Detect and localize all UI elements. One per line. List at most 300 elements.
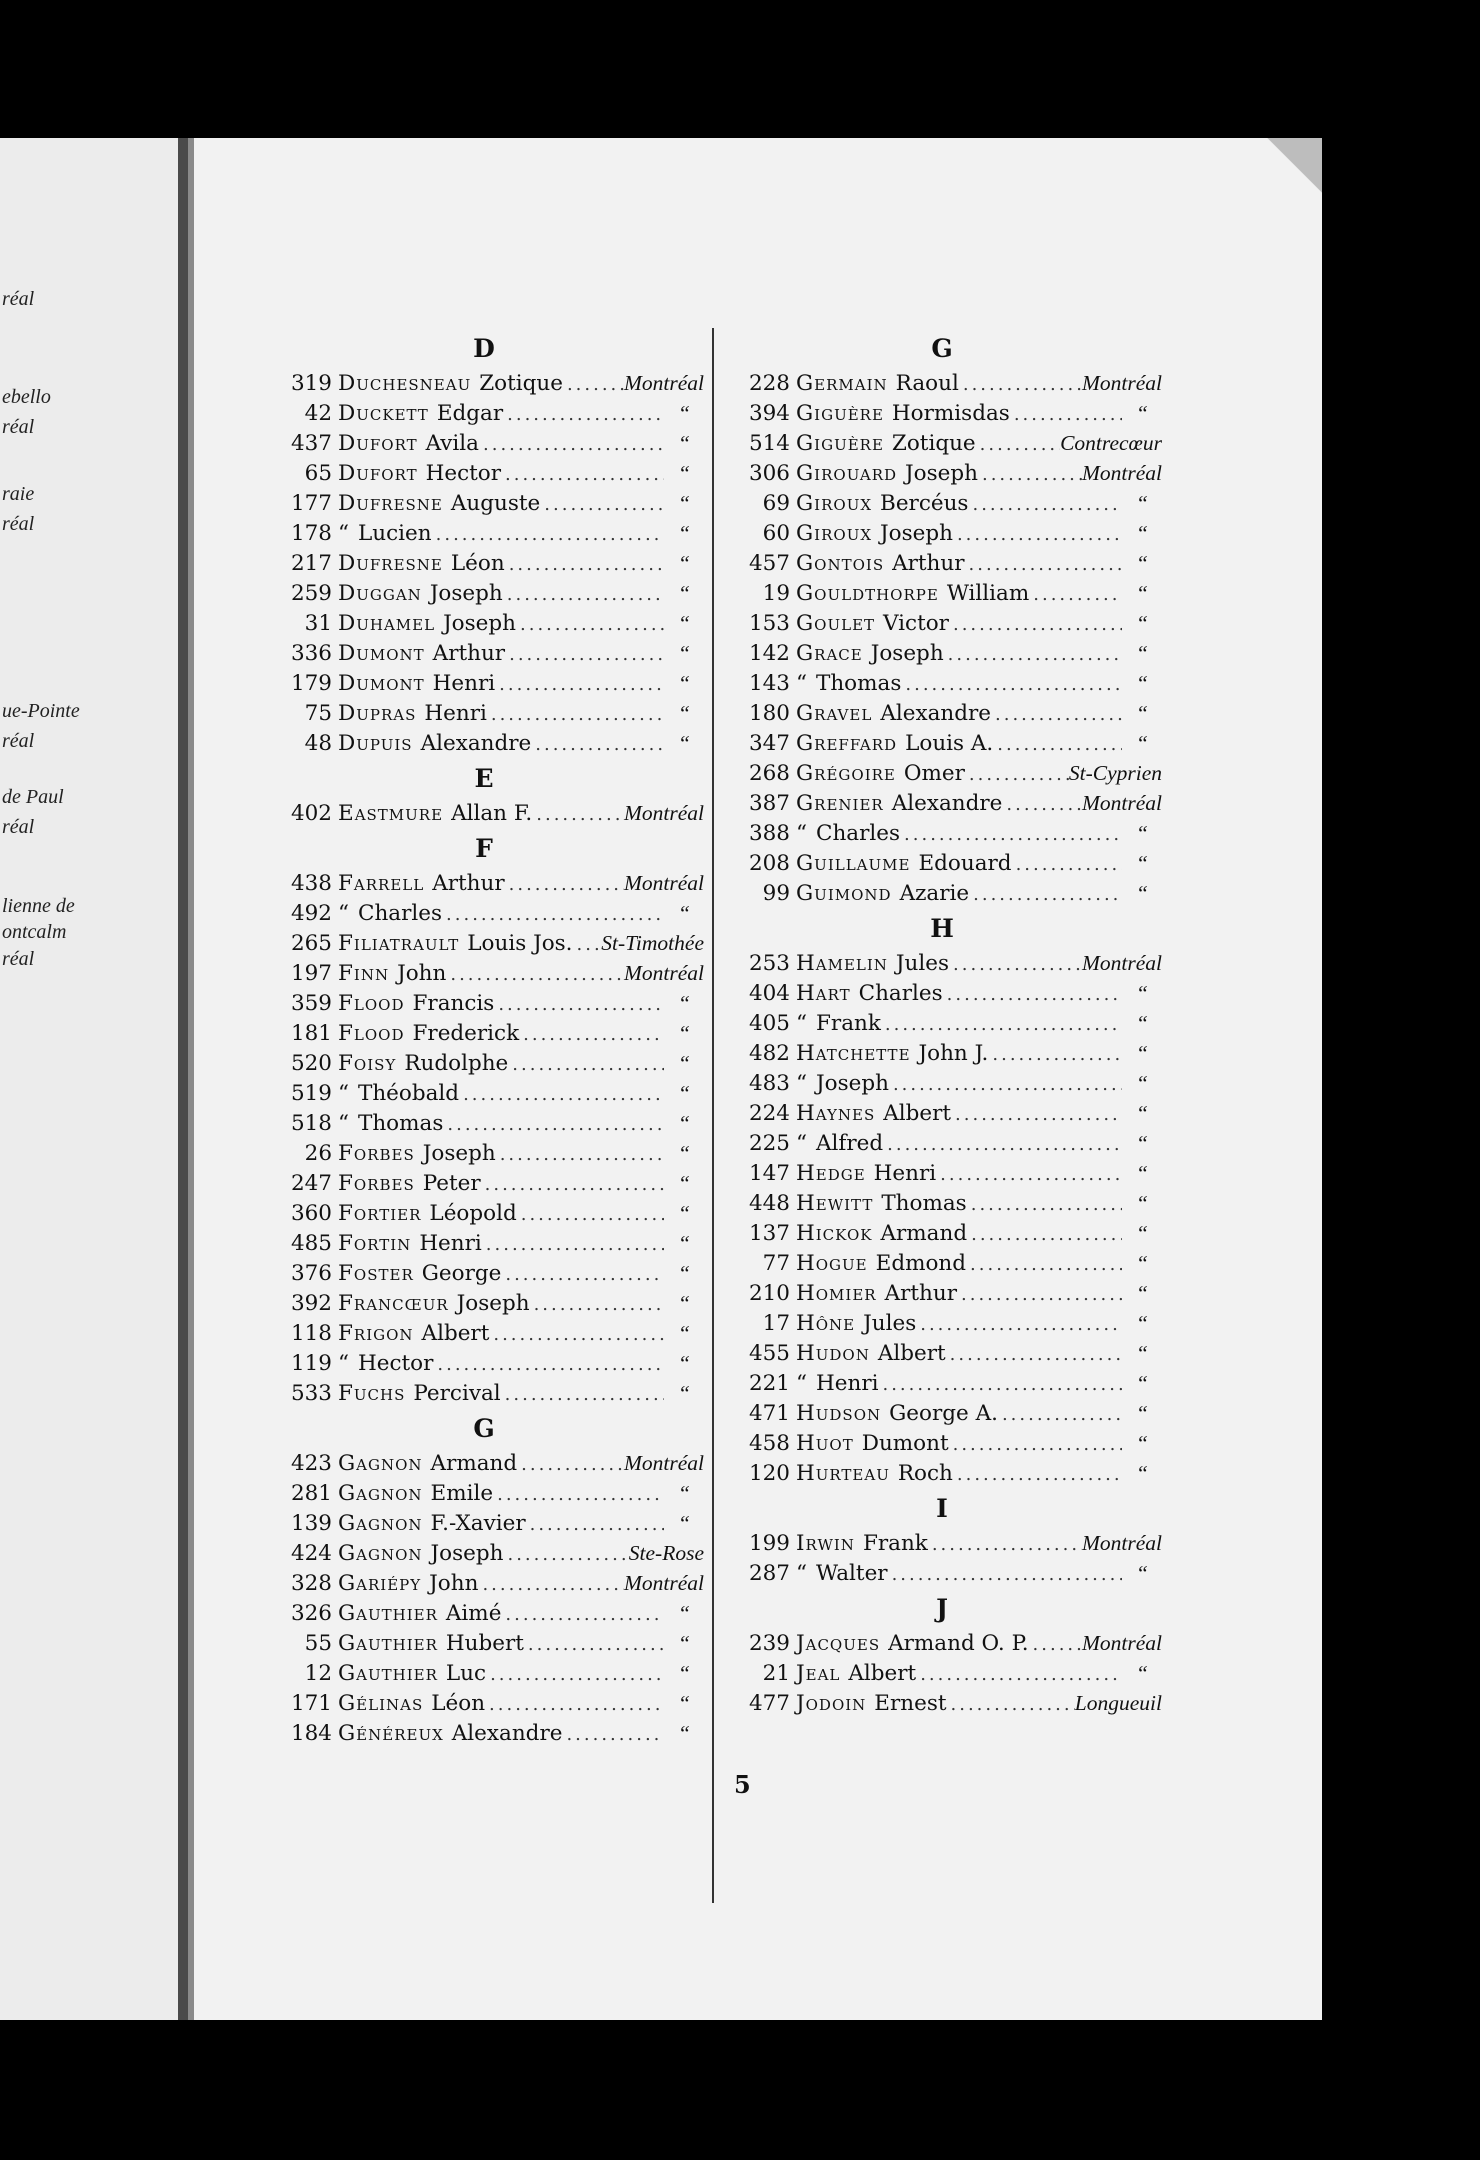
entry-number: 171: [290, 1691, 332, 1716]
entry-given-name: Armand O. P.: [888, 1631, 1029, 1656]
entry-surname: Duhamel: [338, 611, 436, 636]
entry-number: 448: [748, 1191, 790, 1216]
dot-leader: [1002, 1400, 1122, 1430]
entry-place: “: [1136, 491, 1148, 515]
entry-surname: Forbes: [338, 1141, 415, 1166]
entry-number: 19: [762, 581, 790, 606]
entry-number: 455: [748, 1341, 790, 1366]
entry-given-name: Thomas: [816, 671, 902, 696]
directory-entry: [722, 1428, 1162, 1458]
directory-entry: [264, 1508, 704, 1538]
dot-leader: [505, 1260, 664, 1290]
directory-entry: [722, 1068, 1162, 1098]
entry-surname: Gagnon: [338, 1481, 423, 1506]
entry-place: Ste-Rose: [628, 1541, 704, 1565]
dot-leader: [491, 700, 664, 730]
entry-surname: Eastmure: [338, 801, 444, 826]
directory-entry: [722, 1158, 1162, 1188]
directory-entry: [264, 1168, 704, 1198]
dot-leader: [490, 1660, 664, 1690]
entry-given-name: Joseph: [905, 461, 978, 486]
entry-surname: “: [796, 1131, 808, 1156]
dot-leader: [893, 1070, 1122, 1100]
entry-given-name: Lucien: [358, 521, 432, 546]
entry-given-name: Henri: [816, 1371, 879, 1396]
entry-place: “: [1136, 851, 1148, 875]
entry-number: 199: [748, 1531, 790, 1556]
dot-leader: [997, 730, 1122, 760]
entry-given-name: Edouard: [918, 851, 1012, 876]
entry-place: “: [1136, 611, 1148, 635]
dot-leader: [509, 870, 624, 900]
directory-entry: [264, 548, 704, 578]
entry-number: 239: [748, 1631, 790, 1656]
dot-leader: [951, 1690, 1075, 1720]
entry-place: “: [1136, 551, 1148, 575]
entry-place: Montréal: [623, 371, 704, 395]
dot-leader: [887, 1130, 1122, 1160]
directory-entry: [264, 898, 704, 928]
entry-place: “: [678, 671, 690, 695]
entry-surname: Gauthier: [338, 1661, 438, 1686]
dot-leader: [534, 1290, 664, 1320]
entry-place: “: [678, 1321, 690, 1345]
dot-leader: [523, 1020, 664, 1050]
entry-number: 153: [748, 611, 790, 636]
directory-entry: [722, 518, 1162, 548]
dot-leader: [536, 800, 624, 830]
entry-number: 142: [748, 641, 790, 666]
directory-entry: [722, 1278, 1162, 1308]
entry-place: “: [678, 1601, 690, 1625]
directory-entry: [722, 1098, 1162, 1128]
entry-surname: Dufort: [338, 431, 418, 456]
directory-entry: [264, 1018, 704, 1048]
entry-given-name: Zotique: [479, 371, 563, 396]
dot-leader: [953, 1430, 1122, 1460]
entry-surname: Foster: [338, 1261, 414, 1286]
entry-given-name: Alexandre: [420, 731, 532, 756]
entry-place: “: [678, 1351, 690, 1375]
entry-number: 118: [290, 1321, 332, 1346]
dot-leader: [957, 520, 1122, 550]
entry-place: “: [678, 491, 690, 515]
entry-number: 77: [762, 1251, 790, 1276]
entry-number: 147: [748, 1161, 790, 1186]
entry-surname: Hickok: [796, 1221, 873, 1246]
margin-fragment: réal: [2, 816, 35, 838]
entry-given-name: Alexandre: [451, 1721, 563, 1746]
entry-surname: Gagnon: [338, 1541, 423, 1566]
dot-leader: [955, 1100, 1122, 1130]
dot-leader: [957, 1460, 1122, 1490]
entry-given-name: Bercéus: [880, 491, 969, 516]
entry-surname: Haynes: [796, 1101, 876, 1126]
entry-number: 482: [748, 1041, 790, 1066]
dot-leader: [1006, 790, 1082, 820]
directory-entry: [722, 1368, 1162, 1398]
directory-entry: [264, 868, 704, 898]
entry-number: 217: [290, 551, 332, 576]
directory-entry: [264, 1378, 704, 1408]
margin-fragment: réal: [2, 730, 35, 752]
entry-place: “: [678, 701, 690, 725]
entry-given-name: Armand: [880, 1221, 968, 1246]
entry-given-name: Edgar: [436, 401, 504, 426]
directory-entry: [722, 848, 1162, 878]
entry-place: “: [1136, 881, 1148, 905]
entry-number: 328: [290, 1571, 332, 1596]
entry-given-name: Omer: [903, 761, 965, 786]
entry-surname: Gauthier: [338, 1631, 438, 1656]
entry-number: 17: [762, 1311, 790, 1336]
directory-entry: [264, 1288, 704, 1318]
directory-entry: [722, 368, 1162, 398]
entry-number: 184: [290, 1721, 332, 1746]
entry-place: “: [1136, 1281, 1148, 1305]
entry-given-name: Joseph: [456, 1291, 530, 1316]
entry-place: “: [1136, 581, 1148, 605]
dot-leader: [905, 670, 1122, 700]
entry-given-name: Thomas: [881, 1191, 967, 1216]
entry-number: 177: [290, 491, 332, 516]
directory-entry: [264, 1348, 704, 1378]
margin-fragment: lienne de: [2, 895, 75, 917]
entry-place: “: [1136, 1131, 1148, 1155]
dot-leader: [489, 1690, 664, 1720]
entry-given-name: Aimé: [445, 1601, 502, 1626]
entry-number: 319: [290, 371, 332, 396]
dot-leader: [450, 960, 624, 990]
dot-leader: [963, 370, 1082, 400]
entry-place: “: [678, 641, 690, 665]
entry-number: 387: [748, 791, 790, 816]
dot-leader: [971, 1220, 1122, 1250]
dot-leader: [892, 1560, 1122, 1590]
entry-number: 533: [290, 1381, 332, 1406]
entry-place: Montréal: [623, 871, 704, 895]
entry-place: St-Cyprien: [1068, 761, 1162, 785]
entry-place: “: [678, 1721, 690, 1745]
entry-surname: Giguère: [796, 431, 884, 456]
right-column: [722, 328, 1162, 1718]
entry-surname: Dufresne: [338, 551, 443, 576]
entry-place: “: [678, 1691, 690, 1715]
section-letter: G: [473, 1414, 495, 1443]
entry-given-name: Albert: [848, 1661, 917, 1686]
entry-given-name: Rudolphe: [404, 1051, 509, 1076]
directory-entry: [264, 1078, 704, 1108]
directory-entry: [264, 1138, 704, 1168]
entry-number: 99: [762, 881, 790, 906]
entry-surname: Jeal: [796, 1661, 841, 1686]
directory-entry: [264, 1478, 704, 1508]
entry-number: 178: [290, 521, 332, 546]
entry-place: “: [1136, 1461, 1148, 1485]
directory-entry: [722, 668, 1162, 698]
directory-entry: [264, 958, 704, 988]
dot-leader: [973, 880, 1122, 910]
directory-entry: [264, 1598, 704, 1628]
dot-leader: [512, 1050, 664, 1080]
page-corner: [1262, 138, 1322, 198]
entry-surname: Duchesneau: [338, 371, 472, 396]
entry-place: “: [1136, 1161, 1148, 1185]
section-letter: J: [936, 1594, 948, 1623]
entry-number: 21: [762, 1661, 790, 1686]
entry-number: 26: [304, 1141, 332, 1166]
directory-entry: [722, 878, 1162, 908]
dot-leader: [507, 580, 664, 610]
directory-entry: [722, 1528, 1162, 1558]
dot-leader: [953, 610, 1122, 640]
entry-place: “: [1136, 981, 1148, 1005]
entry-surname: Girouard: [796, 461, 898, 486]
entry-number: 376: [290, 1261, 332, 1286]
dot-leader: [521, 1200, 664, 1230]
entry-surname: Huot: [796, 1431, 854, 1456]
entry-given-name: Alexandre: [891, 791, 1003, 816]
directory-entry: [264, 668, 704, 698]
dot-leader: [507, 400, 664, 430]
dot-leader: [509, 550, 664, 580]
directory-entry: [722, 1218, 1162, 1248]
entry-number: 404: [748, 981, 790, 1006]
entry-number: 179: [290, 671, 332, 696]
book-gutter: [178, 138, 188, 2020]
dot-leader: [499, 670, 664, 700]
entry-surname: Hudson: [796, 1401, 882, 1426]
entry-surname: “: [796, 1011, 808, 1036]
entry-number: 359: [290, 991, 332, 1016]
entry-surname: Hône: [796, 1311, 856, 1336]
entry-surname: Homier: [796, 1281, 877, 1306]
directory-entry: [722, 1688, 1162, 1718]
entry-place: “: [1136, 1341, 1148, 1365]
entry-number: 518: [290, 1111, 332, 1136]
entry-given-name: Arthur: [884, 1281, 957, 1306]
entry-surname: Irwin: [796, 1531, 855, 1556]
entry-given-name: Joseph: [816, 1071, 889, 1096]
margin-fragment: réal: [2, 513, 35, 535]
entry-place: “: [1136, 671, 1148, 695]
entry-place: “: [678, 461, 690, 485]
entry-place: “: [678, 1141, 690, 1165]
entry-place: “: [1136, 1431, 1148, 1455]
dot-leader: [950, 1340, 1122, 1370]
entry-place: “: [678, 1201, 690, 1225]
entry-surname: “: [338, 1081, 350, 1106]
dot-leader: [980, 430, 1060, 460]
entry-place: “: [678, 581, 690, 605]
dot-leader: [497, 1480, 664, 1510]
entry-number: 347: [748, 731, 790, 756]
entry-number: 423: [290, 1451, 332, 1476]
entry-place: “: [678, 731, 690, 755]
entry-given-name: Raoul: [895, 371, 959, 396]
entry-place: “: [1136, 821, 1148, 845]
directory-entry: [722, 1008, 1162, 1038]
entry-surname: “: [338, 1111, 350, 1136]
dot-leader: [567, 370, 624, 400]
dot-leader: [482, 1570, 624, 1600]
entry-place: “: [1136, 1561, 1148, 1585]
entry-surname: Farrell: [338, 871, 425, 896]
entry-number: 514: [748, 431, 790, 456]
entry-number: 69: [762, 491, 790, 516]
entry-place: “: [1136, 701, 1148, 725]
entry-surname: Jacques: [796, 1631, 881, 1656]
entry-place: “: [678, 1231, 690, 1255]
entry-surname: Gélinas: [338, 1691, 424, 1716]
section-letter: I: [936, 1494, 948, 1523]
entry-given-name: Hormisdas: [891, 401, 1010, 426]
dot-leader: [1014, 400, 1122, 430]
margin-fragment: ebello: [2, 386, 51, 408]
entry-number: 181: [290, 1021, 332, 1046]
entry-place: “: [1136, 1071, 1148, 1095]
entry-surname: Guillaume: [796, 851, 911, 876]
entry-number: 137: [748, 1221, 790, 1246]
dot-leader: [961, 1280, 1122, 1310]
directory-entry: [264, 1108, 704, 1138]
entry-number: 287: [748, 1561, 790, 1586]
dot-leader: [493, 1320, 664, 1350]
entry-number: 31: [304, 611, 332, 636]
entry-given-name: George A.: [889, 1401, 998, 1426]
entry-surname: Greffard: [796, 731, 898, 756]
directory-entry: [722, 458, 1162, 488]
entry-number: 60: [762, 521, 790, 546]
directory-entry: [722, 428, 1162, 458]
entry-surname: Hedge: [796, 1161, 866, 1186]
entry-surname: Goulet: [796, 611, 876, 636]
entry-surname: Fortier: [338, 1201, 422, 1226]
entry-number: 402: [290, 801, 332, 826]
entry-given-name: Henri: [873, 1161, 937, 1186]
entry-number: 520: [290, 1051, 332, 1076]
dot-leader: [940, 1160, 1122, 1190]
dot-leader: [995, 700, 1122, 730]
entry-given-name: Louis A.: [905, 731, 994, 756]
entry-given-name: Léon: [450, 551, 505, 576]
dot-leader: [882, 1370, 1122, 1400]
directory-entry: [722, 638, 1162, 668]
entry-given-name: Arthur: [892, 551, 965, 576]
margin-fragment: ontcalm: [2, 921, 67, 943]
entry-surname: Hurteau: [796, 1461, 890, 1486]
entry-surname: Gagnon: [338, 1511, 423, 1536]
entry-surname: “: [796, 821, 808, 846]
entry-number: 55: [304, 1631, 332, 1656]
entry-surname: “: [796, 1561, 808, 1586]
entry-place: St-Timothée: [601, 931, 704, 955]
entry-surname: Grégoire: [796, 761, 896, 786]
entry-given-name: Emile: [430, 1481, 494, 1506]
entry-surname: Duggan: [338, 581, 422, 606]
dot-leader: [885, 1010, 1122, 1040]
directory-entry: [264, 1198, 704, 1228]
entry-surname: Gauthier: [338, 1601, 438, 1626]
entry-number: 268: [748, 761, 790, 786]
entry-given-name: Alexandre: [880, 701, 991, 726]
entry-number: 306: [748, 461, 790, 486]
directory-entry: [264, 728, 704, 758]
entry-number: 197: [290, 961, 332, 986]
entry-number: 224: [748, 1101, 790, 1126]
dot-leader: [505, 1600, 664, 1630]
entry-surname: “: [338, 901, 350, 926]
directory-entry: [264, 368, 704, 398]
entry-given-name: Auguste: [450, 491, 541, 516]
entry-place: “: [1136, 1371, 1148, 1395]
directory-entry: [722, 728, 1162, 758]
entry-place: “: [1136, 521, 1148, 545]
section-letter: G: [931, 334, 953, 363]
facing-page-margin-text: [0, 138, 178, 2020]
entry-place: “: [678, 1081, 690, 1105]
directory-entry: [722, 1308, 1162, 1338]
entry-place: “: [1136, 731, 1148, 755]
dot-leader: [920, 1660, 1122, 1690]
directory-entry: [722, 1458, 1162, 1488]
dot-leader: [498, 990, 664, 1020]
dot-leader: [920, 1310, 1122, 1340]
entry-given-name: Allan F.: [451, 801, 533, 826]
entry-number: 139: [290, 1511, 332, 1536]
entry-number: 326: [290, 1601, 332, 1626]
dot-leader: [535, 730, 664, 760]
entry-place: Montréal: [623, 1451, 704, 1475]
entry-given-name: Jules: [863, 1311, 917, 1336]
entry-surname: Généreux: [338, 1721, 444, 1746]
dot-leader: [447, 1110, 664, 1140]
entry-place: “: [678, 401, 690, 425]
entry-surname: Dumont: [338, 641, 425, 666]
dot-leader: [982, 460, 1082, 490]
entry-number: 120: [748, 1461, 790, 1486]
entry-surname: Filiatrault: [338, 931, 460, 956]
dot-leader: [521, 1450, 624, 1480]
entry-surname: “: [338, 1351, 350, 1376]
entry-place: “: [678, 611, 690, 635]
entry-number: 259: [290, 581, 332, 606]
entry-number: 12: [304, 1661, 332, 1686]
directory-entry: [722, 1188, 1162, 1218]
entry-place: Montréal: [1081, 951, 1162, 975]
directory-entry: [722, 398, 1162, 428]
entry-surname: Fortin: [338, 1231, 412, 1256]
directory-entry: [264, 798, 704, 828]
entry-given-name: Joseph: [422, 1141, 496, 1166]
entry-given-name: Avila: [425, 431, 479, 456]
dot-leader: [528, 1630, 664, 1660]
entry-given-name: Charles: [358, 901, 443, 926]
dot-leader: [947, 980, 1122, 1010]
entry-given-name: Henri: [419, 1231, 482, 1256]
entry-surname: Forbes: [338, 1171, 415, 1196]
directory-entry: [264, 1258, 704, 1288]
entry-surname: Dupuis: [338, 731, 413, 756]
entry-number: 208: [748, 851, 790, 876]
directory-entry: [264, 928, 704, 958]
entry-number: 336: [290, 641, 332, 666]
dot-leader: [505, 460, 664, 490]
directory-entry: [264, 698, 704, 728]
entry-number: 392: [290, 1291, 332, 1316]
directory-entry: [264, 1658, 704, 1688]
dot-leader: [969, 550, 1122, 580]
